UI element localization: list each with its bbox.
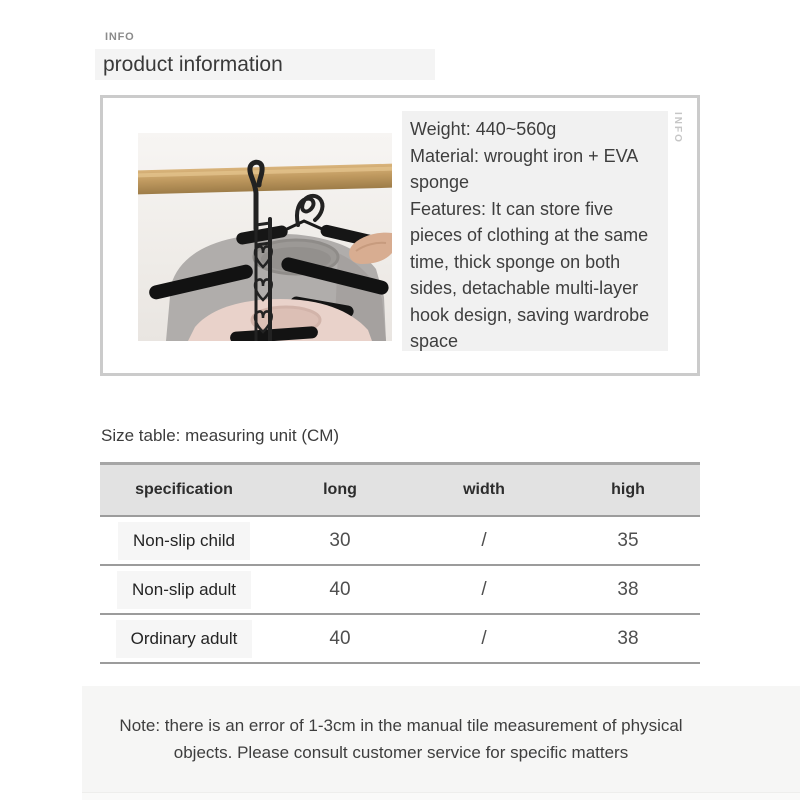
size-table-caption: Size table: measuring unit (CM): [101, 426, 340, 445]
cell-long: 40: [268, 615, 412, 664]
row-label: Ordinary adult: [116, 620, 253, 658]
size-table-header-row: [100, 462, 700, 517]
cell-high: 38: [556, 615, 700, 664]
table-row: [100, 615, 700, 664]
column-header-specification: specification: [100, 462, 268, 517]
page-title: [95, 49, 435, 80]
bottom-strip: [82, 792, 800, 800]
note-text: Note: there is an error of 1-3cm in the manual tile measurement of physical objects. Please consult customer service for specific matters: [119, 716, 683, 762]
cell-width: /: [412, 615, 556, 664]
table-row: [100, 517, 700, 566]
column-header-high: high: [556, 462, 700, 517]
info-eyebrow-label: INFO: [105, 31, 135, 43]
cell-long: 40: [268, 566, 412, 615]
product-photo: [138, 133, 392, 341]
hanger-photo-illustration: [138, 133, 392, 341]
cell-high: 35: [556, 517, 700, 566]
table-row: [100, 566, 700, 615]
spec-weight: Weight: 440~560g: [410, 119, 557, 139]
cell-high: 38: [556, 566, 700, 615]
info-watermark: INFO: [672, 112, 683, 144]
note-box: [82, 686, 800, 792]
column-header-width: width: [412, 462, 556, 517]
row-label: Non-slip adult: [117, 571, 251, 609]
row-label: Non-slip child: [118, 522, 250, 560]
column-header-long: long: [268, 462, 412, 517]
page-title-text: product information: [103, 52, 283, 76]
cell-specification: [100, 517, 268, 566]
spec-material: Material: wrought iron + EVA sponge: [410, 145, 638, 192]
product-info-panel: [100, 95, 700, 376]
cell-specification: [100, 615, 268, 664]
spec-features: Features: It can store five pieces of clothing at the same time, thick sponge on both sides, detachable multi-layer hook design, saving wardrobe space: [410, 198, 650, 351]
cell-width: /: [412, 566, 556, 615]
product-spec-text: [402, 111, 668, 351]
cell-long: 30: [268, 517, 412, 566]
cell-width: /: [412, 517, 556, 566]
cell-specification: [100, 566, 268, 615]
size-table: [100, 462, 700, 664]
